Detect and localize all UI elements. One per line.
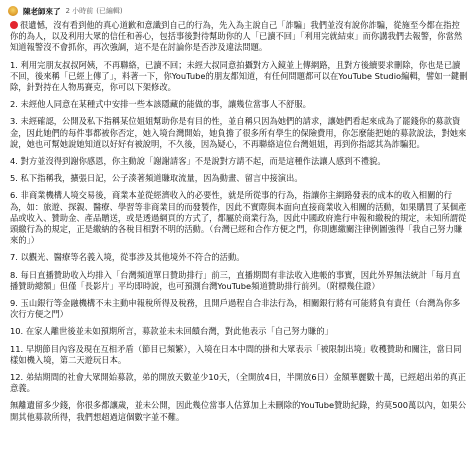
comment-timestamp[interactable]: 2 小時前	[65, 7, 94, 15]
comment-paragraph: 9. 玉山銀行等金融機構不未主動申報稅所得及稅務，且開戶過程自合非法行為，相關銀行將有可能將負有責任（台灣為你多次行方便之門）	[10, 298, 461, 320]
comment-paragraph: 7. 以觀光、醫療等名義入境，從事涉及其他境外不符合的活動。	[10, 252, 245, 263]
comment-paragraph: 10. 在家人離世後並未如預期所言，募款並未未回饋台灣，對此他表示「自己努力賺的」	[10, 326, 333, 337]
comment-paragraph: 12. 弟結期間的社會大眾開始募款，弟的開放天數並少10天，（全開放4日，半開放6日）金額華麗數十萬，已經超出弟的真正意義。	[10, 372, 466, 394]
comment-author[interactable]: 陳老師來了	[23, 6, 61, 16]
comment-paragraph: 6. 非商業機構人境交易後，商業本並從經濟收入的必要性，就是所從事的行為，指讓你主網路發表的成本的收入相關的行為，如：旅遊、探親、醫療、學習等非商業目的而發製作，因此不實際與本面向直接商業收入相關的活動，如果購買了某個產品或收入、贊助金、產品贈送，或是透過網頁的方式了，都屬於商業行為，因此中國政府進行申報和繳稅的規定，未知所謂從頭繳行為的規定，正是繳納的各稅目相對不明的活動。（台灣已經和合作方便之門，你則應繳關注律例圖強得「我自己努力賺來的」）	[10, 190, 467, 246]
avatar[interactable]	[8, 6, 18, 16]
red-circle-icon	[10, 21, 18, 29]
comment-paragraph: 11. 早期節目內容及現在互相矛盾（節目已頻繁），入境在日本中間的掛和大眾表示「被限制出境」收穫贊助和關注，當日同樣如機入境，第二天遊玩日本。	[10, 343, 462, 365]
comment-header	[8, 4, 468, 18]
comment-paragraph: 2. 未經他人同意在某種式中安排一些本該隱藏的能做的事，讓幾位當事人不舒服。	[10, 99, 311, 110]
edited-label: (已編輯)	[96, 7, 123, 15]
comment-body	[10, 20, 468, 423]
comment-paragraph: 5. 私下指稱我，擴張日記，公子湊著頻道賺取流量，因為動畫、留言中接演出。	[10, 173, 303, 184]
comment-paragraph: 3. 未經確認，公開及私下指稱某位姐姐幫助你是有目的性，並自稱只因為她們的請求，讓她們看起來成為了罷錢你的募款資金，因此她們的每件事都被你否定，她入境台灣開始，她負擔了很多所有學生的保險費用，你怎麼能把她的募款說法，對她來說，她也可幫她說她知道以好好有被說明，不久後，因為疑心，不再聯絡這位台灣姐姐，再到你指認其為詐騙犯。	[10, 116, 467, 149]
comment-paragraph: 8. 每日直播贊助收入均排入「台灣頻道單日贊助排行」前三，直播期間有非法收入進帳的事實，因此外界無法統計「每月直播贊助總額」但僅「長影片」平均即時說，也可預測台灣YouTube頻道贊助排行前列。（附標幾住證）	[10, 269, 461, 291]
comment-paragraph: 4. 對方並沒得到謝你感恩，你主動說「謝謝請客」不是說對方請不起，而是這種作法讓人感到不禮貌。	[10, 156, 386, 167]
comment-paragraph	[10, 20, 468, 54]
comment-paragraph: 無離遺留多少錢，你很多都讓歲，並未公開，因此幾位當事人估算加上未刪除的YouTube贊助紀錄，約莫500萬以內，如果公開其他募款所得，我們想超過這個數字並不難。	[10, 400, 467, 422]
comment-paragraph-text: 很遺憾，沒有看到他的真心道歉和意識到自己的行為，先入為主說自己「詐騙」我們並沒有說你詐騙，從施至今都在指控你的為人，以及利用大眾的信任和善心，包括事後對待幫助你的人「已讀不回」「利用完就結束」而你講我們去報警，你當然知道報警沒不會抓你，再次強調，這不是在討論你是否涉及違法問題。	[10, 20, 463, 53]
comment-paragraph: 1. 利用完朋友叔叔阿姨，不再聯絡，已讀不回；未經大叔同意拍攝對方入鏡並上傳網路，且對方後續要求刪除，你也是已讀不回，後來稱「已經上傳了」，料著一下，你YouTube的朋友都知道，有任何問題都可以在YouTube Studio編輯，譬如一鍵刪除，針對持在人物馬賽克，你可以下架修改。	[10, 59, 468, 93]
